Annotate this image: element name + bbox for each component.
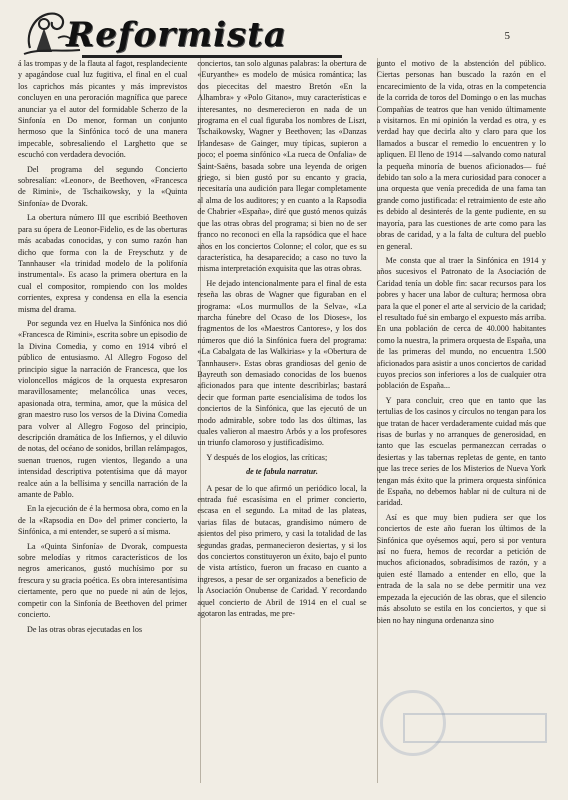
article-paragraph: Me consta que al traer la Sinfónica en 1914 y años sucesivos el Patronato de la Asociación de Caridad tenía un doble fin: sacar recursos para los pobres y hacer una labor de cultura; hermosa obra para la que el poner el arte al servicio de la caridad; el resultado fué sin embargo el expuesto más arriba. En una población de cerca de 40.000 habitantes como la nuestra, la primera orquesta de España, una de las primeras del mundo, no encuentra 1.500 aficionados para asistir a unos conciertos de caridad cuyos precios son inferiores a los de cualquier otra población de España... bbox=[376, 255, 546, 391]
masthead bbox=[22, 8, 352, 56]
article-paragraph: Y después de los elogios, las críticas; bbox=[206, 452, 328, 462]
article-columns bbox=[18, 58, 546, 788]
article-paragraph: De las otras obras ejecutadas en los bbox=[27, 624, 143, 634]
article-paragraph: Así es que muy bien pudiera ser que los conciertos de este año fueran los últimos de la Sinfónica que oyésemos aquí, pero si por ventura así no fuera, hemos de recordar a petición de muchos aficionados, sobradísimos de razón, y a quien esté llamado a entender en ello, que la entrada de la sala no se debe permitir una vez empezada la ejecución de las obras, que el silencio más absoluto se estila en los conciertos, y que si bien no hay ninguna ordenanza sino bbox=[376, 512, 546, 625]
article-paragraph: La «Quinta Sinfonía» de Dvorak, compuesta sobre melodías y ritmos característicos de los negros americanos, gustó muchísimo por su frescura y su gracia poética. Es obra interesantísima ciertamente, pero que no puede ni aún de lejos, competir con la Sinfonía de Beethoven del primer concierto. bbox=[18, 541, 188, 620]
article-paragraph: gunto el motivo de la abstención del público. Ciertas personas han buscado la razón en el encarecimiento de la vida, otras en la competencia de la corrida de toros del Domingo o en las muchas Compañías de teatros que han venido últimamente a visitarnos. En mi opinión la verdad es otra, y es verdad hay que decirla alto y claro para que los llamados a buscar el remedio lo encuentren y lo apliquen. El lleno de 1914 —salvando como natural la pequeña minoría de buenos aficionados— fué debido tan solo a la mera curiosidad para conocer a una orquesta que venía precedida de una fama tan grande como justificada: el retraimiento de este año es debido al desinterés de la gente pudiente, en su mayoría, para las cuestiones de arte como para las obras de caridad, y a la falta de cultura del pueblo en general. bbox=[376, 59, 546, 251]
article-paragraph: de te fabula narratur. bbox=[246, 467, 318, 477]
masthead-title bbox=[66, 15, 287, 55]
column-middle bbox=[197, 58, 366, 788]
column-left bbox=[18, 58, 187, 788]
article-paragraph: He dejado intencionalmente para el final de esta reseña las obras de Wagner que figuraban en el programa: «Los murmullos de la Selva», «La marcha fúnebre del Ocaso de los Dioses», los fragmentos de los «Maestros Cantores», y los dos números que dió la Sinfónica fuera del programa: «La Cabalgata de las Walkirias» y la «Obertura de Tannhauser». Estas obras grandiosas del genio de Bayreuth son demasiado conocidas de los buenos aficionados para que intente describirlas; bastará decir que forman parte esencialísima de todos los conciertos de la Sinfónica, que las ejecutó de un modo admirable, sobre todo las dos últimas, las cuales valieron al maestro Arbós y a los profesores un triunfo clamoroso y justificadísimo. bbox=[197, 278, 367, 448]
article-paragraph: Por segunda vez en Huelva la Sinfónica nos dió «Francesca de Rimini», escrita sobre un episodio de la Divina Comedia, y como en 1914 vibró el público de entusiasmo. Al Allegro Fogoso del principio sigue la narración de Francesca, que los violoncellos mágicos de la orquesta expresaron maravillosamente; melancólica unas veces, apasionada otra, termina, amor, que la música del gran maestro ruso los versos de la Divina Comedia para volver al Allegro Fogoso del principio, descripción dramática de los Infiernos, y el diluvio de notas, del océano de sonidos, brillan relámpagos, suenan truenos, rugen vientos, llegando a una intensidad descriptiva potentísima que dá mayor realce aún a la bellísima y sencilla narración de la amante de Pablo. bbox=[18, 318, 188, 500]
article-paragraph: á las trompas y de la flauta al fagot, resplandeciente y apagándose cual luz fugitiva, el final en el cual los caprichos más picantes y más imprevistos concluyen en una peroración magnífica que parece anunciar ya el autor del formidable Scherzo de la Sinfonía en Do menor, forman un conjunto hermoso que la Sinfónica tocó de una manera impecable, sobresaliendo el Larghetto que se escuchó con verdadera devoción. bbox=[18, 59, 188, 160]
article-paragraph: A pesar de lo que afirmó un periódico local, la entrada fué escasísima en el primer concierto, escasa en el segundo. La mitad de las plateas, varias filas de butacas, grandísimo número de asientos del piso primero, y casi la totalidad de las segundas gradas, permanecieron desiertas, y si los dos conciertos constituyeron un éxito, bajo el punto de vista artístico, fueron un fracaso en cuanto a ingresos, a pesar de ser organizados a beneficio de la Asociación Onubense de Caridad. Y recordando aquel concierto de Abril de 1914 en el cual se agotaron las entradas, me pre- bbox=[197, 483, 367, 619]
article-paragraph: conciertos, tan solo algunas palabras: la obertura de «Euryanthe» es modelo de música romántica; las dos piececitas del maestro Bretón «En la Alhambra» y «Polo Gitano», muy características e interesantes, no desmerecieron en nada de un programa en el cual figuraba los nombres de Liszt, Tschaikowsky, Wagner y Beethoven; las «Danzas Irlandesas» de Gainger, muy típicas, supieron a poco; el poema sinfónico «La rueca de Onfalia» de Saint-Saëns, basada sobre una leyenda de origen griego, si bien gustó por su encanto y gracia, necesitaría una audición para llegar completamente al alma de los auditores; y en cuanto a la Rapsodia de Chabrier «España», diré que gustó menos quizás que las otras obras del programa; si bien no de ser franco no reconoci en ella la rapsódica que el hace años en los conciertos Colonne; el color, que es su característica, ha desaparecido; a caso no tuvo la misma interpretación exquisita que las otras obras. bbox=[197, 59, 367, 274]
publication-title: Reformista bbox=[66, 15, 287, 55]
column-right bbox=[377, 58, 546, 788]
article-paragraph: En la ejecución de é la hermosa obra, como en la de la «Rapsodia en Do» del primer concierto, la Sinfónica, a mi entender, se superó a sí misma. bbox=[18, 504, 188, 537]
page-number: 5 bbox=[504, 30, 510, 42]
article-paragraph: Y para concluir, creo que en tanto que las tertulias de los casinos y círculos no tengan para los que tratan de hacer verdaderamente cuidad más que risas de burlas y no arranques de generosidad, en tanto que las escuelas permanezcan cerradas o desiertas y las tabernas repletas de gente, en tanto que las trece series de los Misterios de Nueva York tengan más éxito que la primera orquesta sinfónica de España, no debemos hablar ni de cultura ni de caridad. bbox=[376, 395, 546, 508]
article-paragraph: Del programa del segundo Concierto sobresalían: «Leonor», de Beethoven, «Francesca de Rimini», de Tschaikowsky, y la «Quinta Sinfonía» de Dvorak. bbox=[18, 164, 188, 208]
article-paragraph: La obertura número III que escribió Beethoven para su ópera de Leonor-Fidelio, es de las oberturas más acabadas conocidas, y con sumo razón han dicho que forma con la de Freyschutz y de Tannhauser «la trinidad modelo de la polifonía instrumental». Es acaso la primera obertura en la cual el compositor, rompiendo con los moldes corrientes, expresa y condensa en ella la esencia misma del drama. bbox=[18, 213, 188, 314]
